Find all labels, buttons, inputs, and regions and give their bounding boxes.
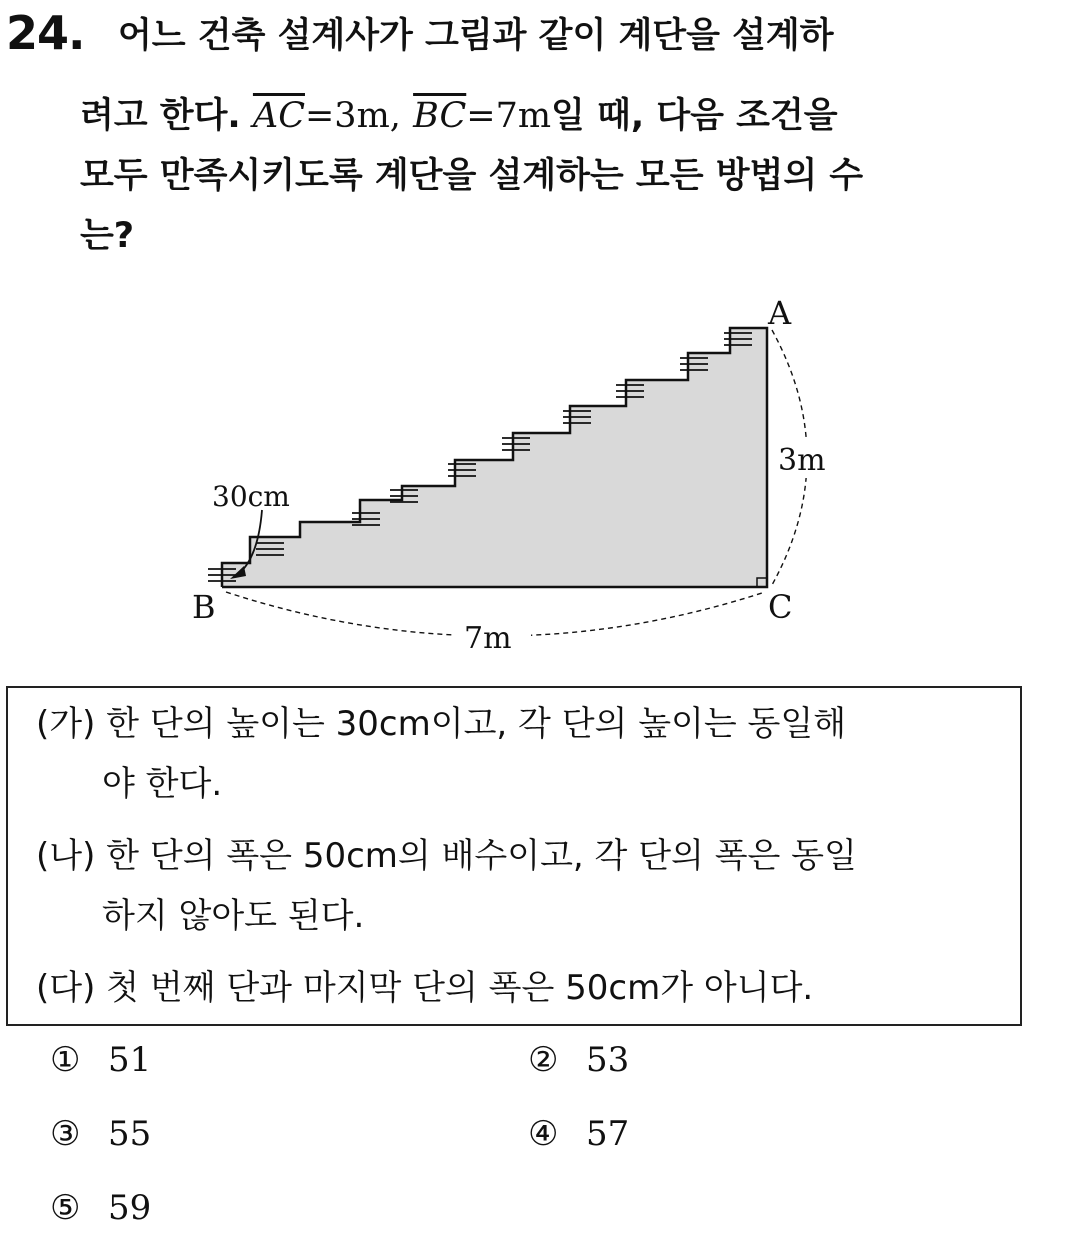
question-line-2-start: 려고 한다. [80,96,241,136]
choice-2[interactable]: ② 53 [528,1040,630,1080]
label-b: B [192,588,216,626]
question-line-3: 모두 만족시키도록 계단을 설계하는 모든 방법의 수 [80,156,864,196]
condition-na-line-2: 하지 않아도 된다. [102,896,365,936]
condition-na-line-1: (나) 한 단의 폭은 50cm의 배수이고, 각 단의 폭은 동일 [36,836,857,876]
label-bc-length: 7m [464,621,512,656]
label-step-height: 30cm [212,480,290,513]
condition-ga-line-2: 야 한다. [102,764,223,804]
choice-5[interactable]: ⑤ 59 [50,1188,152,1228]
staircase-shaded-area [222,328,767,587]
question-line-4: 는? [80,216,135,256]
label-ac-length: 3m [778,443,826,478]
conditions-box [6,686,1022,1026]
question-line-1: 어느 건축 설계사가 그림과 같이 계단을 설계하 [118,16,834,56]
condition-da-line-1: (다) 첫 번째 단과 마지막 단의 폭은 50cm가 아니다. [36,968,814,1008]
condition-ga-line-1: (가) 한 단의 높이는 30cm이고, 각 단의 높이는 동일해 [36,704,847,744]
choice-4[interactable]: ④ 57 [528,1114,630,1154]
question-line-2-end: 일 때, 다음 조건을 [551,96,838,136]
label-a: A [768,294,792,332]
question-number: 24. [6,6,85,60]
segment-ac: $\overline{AC}=3m$, [252,96,401,136]
choice-1[interactable]: ① 51 [50,1040,152,1080]
label-c: C [768,588,793,626]
segment-bc: $\overline{BC}=7m$ [413,96,552,136]
choice-3[interactable]: ③ 55 [50,1114,152,1154]
